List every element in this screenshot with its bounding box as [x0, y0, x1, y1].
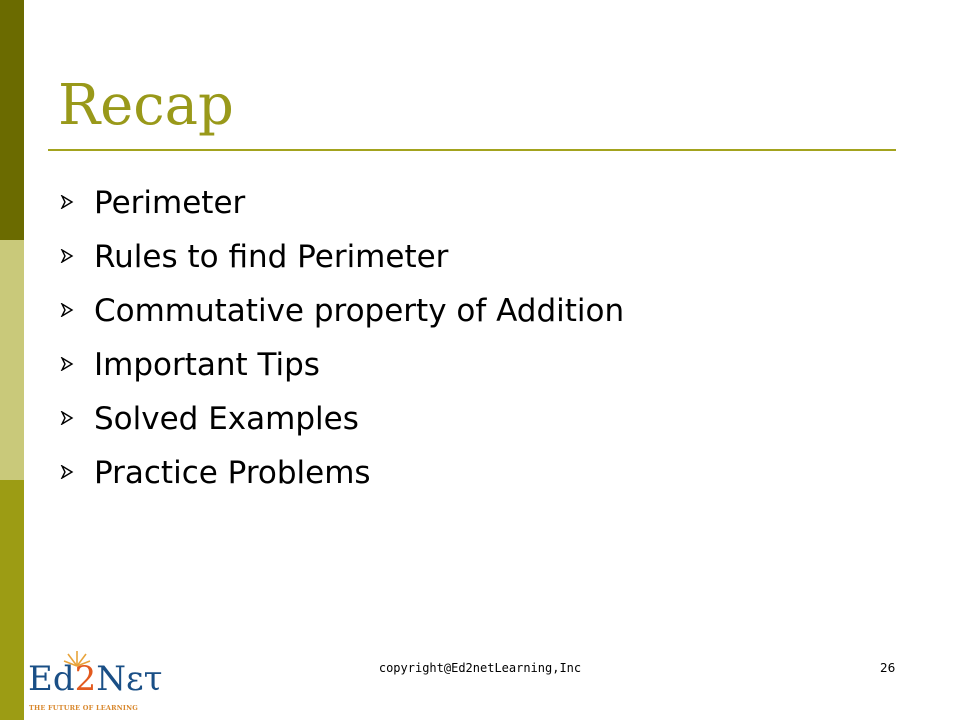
list-item — [60, 284, 624, 338]
list-item — [60, 446, 624, 500]
slide-title: Recap — [58, 73, 234, 138]
logo-wordmark: Ed2Nετ — [28, 659, 163, 699]
sidebar-stripe-middle — [0, 240, 24, 480]
page-number: 26 — [880, 661, 896, 675]
arrow-bullet-icon — [60, 464, 94, 483]
list-item-label: Important Tips — [94, 347, 320, 383]
footer-copyright: copyright@Ed2netLearning,Inc — [378, 661, 582, 675]
list-item-label: Rules to find Perimeter — [94, 239, 449, 275]
arrow-bullet-icon — [60, 194, 94, 213]
arrow-bullet-icon — [60, 248, 94, 267]
ed2net-logo — [26, 648, 163, 718]
list-item-label: Perimeter — [94, 185, 246, 221]
list-item-label: Practice Problems — [94, 455, 371, 491]
list-item — [60, 392, 624, 446]
arrow-bullet-icon — [60, 356, 94, 375]
arrow-bullet-icon — [60, 410, 94, 429]
logo-tagline: THE FUTURE OF LEARNING — [29, 704, 138, 712]
list-item — [60, 338, 624, 392]
arrow-bullet-icon — [60, 302, 94, 321]
bullet-list — [60, 176, 624, 500]
list-item-label: Commutative property of Addition — [94, 293, 625, 329]
list-item — [60, 230, 624, 284]
sidebar-stripe-top — [0, 0, 24, 240]
list-item — [60, 176, 624, 230]
list-item-label: Solved Examples — [94, 401, 359, 437]
sidebar-stripe-bottom — [0, 480, 24, 720]
title-divider — [48, 149, 896, 151]
